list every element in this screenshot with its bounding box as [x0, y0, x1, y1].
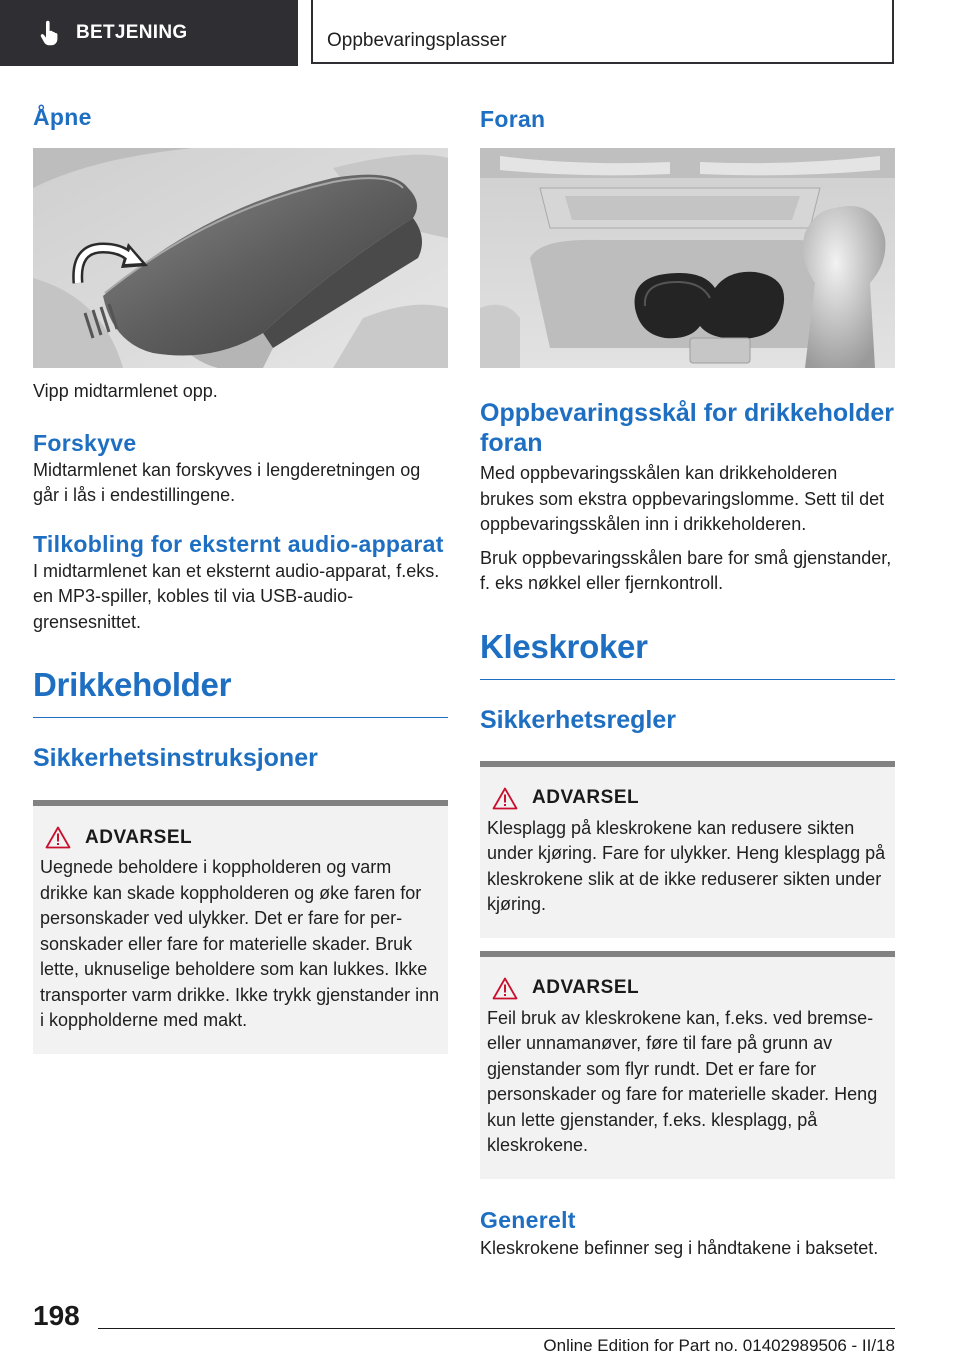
hooks-title: Kleskroker [480, 627, 895, 680]
warning-box [33, 800, 448, 1054]
hand-pointer-icon [38, 20, 62, 46]
warning-text: Uegnede beholdere i koppholderen og varm drikke kan skade koppholderen og øke faren for personskader ved ulykker. Det er fare for personskader eller fare for materielle skader. Bruk lette, uknuselige beholdere som kan lukkes. Ikke transporter varm drikke. Ikke trykk gjenstander inn i koppholderne med makt. [40, 857, 440, 1030]
rules-heading: Sikkerhetsregler [480, 705, 676, 734]
edition-text: Online Edition for Part no. 01402989506 - II/18 [543, 1336, 895, 1355]
armrest-image [33, 148, 448, 368]
warning-triangle-icon [45, 826, 71, 849]
warning-title: ADVARSEL [532, 977, 640, 998]
slide-heading: Forskyve [33, 429, 137, 456]
warning-title: ADVARSEL [85, 826, 193, 848]
warning-box-1 [480, 761, 895, 938]
chapter-label: BETJENING [76, 22, 188, 43]
page-header [0, 0, 960, 66]
section-label: Oppbevaringsplasser [327, 30, 507, 51]
footer-divider [98, 1328, 895, 1329]
section-tab[interactable] [311, 0, 894, 64]
warning-triangle-icon [492, 977, 518, 1000]
tray-text-1: Med oppbevaringsskålen kan drikkeholderen brukes som ekstra oppbevaringslomme. Sett til det oppbevaringsskålen inn i drikkeholderen. [480, 463, 885, 534]
warning-box-2 [480, 951, 895, 1179]
page-footer [0, 1290, 960, 1362]
audio-text: I midtarmlenet kan et eksternt audio-apparat, f.eks. en MP3-spiller, kobles til via USB-audio-grensesnittet. [33, 560, 440, 632]
cupholder-image [480, 148, 895, 368]
audio-heading: Tilkobling for eksternt audio-apparat [33, 530, 444, 557]
safety-heading: Sikkerhetsinstruksjoner [33, 744, 318, 772]
cupholder-title: Drikkeholder [33, 665, 448, 718]
open-heading: Åpne [33, 104, 92, 130]
warning-triangle-icon [492, 787, 518, 810]
warning-text: Feil bruk av kleskrokene kan, f.eks. ved bremse- eller unnamanøver, føre til fare på grunn av gjenstander som flyr rundt. Det er fare for personskader og fare for materielle skader. Heng kun lette gjenstander, f.eks. klesplagg, på kleskrokene. [487, 1007, 878, 1155]
warning-title: ADVARSEL [532, 787, 640, 808]
slide-text: Midtarmlenet kan forskyves i lengderetningen og går i lås i endestillingene. [33, 459, 421, 505]
tray-text-2: Bruk oppbevaringsskålen bare for små gjenstander, f. eks nøkkel eller fjernkontroll. [480, 547, 892, 593]
tray-heading: Oppbevaringsskål for drikkeholder foran [480, 399, 895, 457]
general-heading: Generelt [480, 1206, 576, 1233]
left-column [33, 90, 448, 1054]
front-heading: Foran [480, 106, 546, 132]
warning-text: Klesplagg på kleskrokene kan redusere sikten under kjøring. Fare for ulykker. Heng klesplagg på kleskrokene slik at de ikke reduserer sikten under kjøring. [487, 817, 886, 914]
chapter-tab[interactable] [0, 0, 298, 66]
right-column [480, 90, 895, 1261]
open-text: Vipp midtarmlenet opp. [33, 381, 218, 401]
page-number: 198 [33, 1300, 80, 1331]
general-text: Kleskrokene befinner seg i håndtakene i baksetet. [480, 1237, 879, 1258]
